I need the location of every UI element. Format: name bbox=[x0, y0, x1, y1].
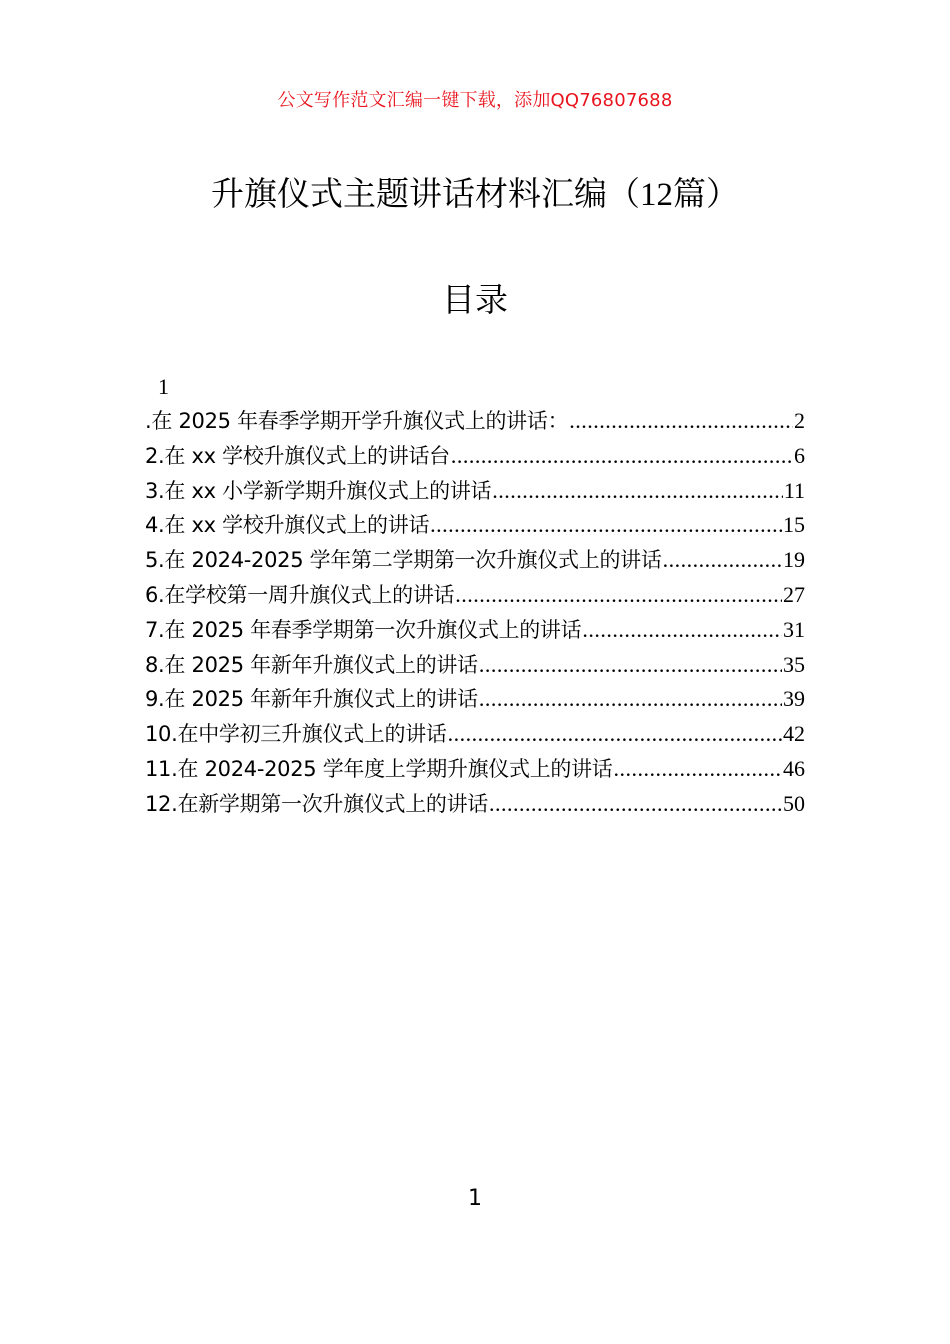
toc-entry-title: .在 2025 年春季学期开学升旗仪式上的讲话： bbox=[145, 409, 569, 433]
toc-entry-page: 42 bbox=[783, 721, 805, 747]
toc-entry-title: 9.在 2025 年新年升旗仪式上的讲话 bbox=[145, 687, 478, 712]
toc-entry-page: 11 bbox=[783, 477, 805, 503]
toc-entry[interactable] bbox=[145, 752, 805, 787]
toc-leader-dots bbox=[479, 682, 782, 717]
toc-leader-dots bbox=[430, 508, 782, 543]
toc-leader-dots bbox=[479, 648, 782, 683]
toc-entry[interactable] bbox=[145, 404, 805, 439]
toc-entry[interactable] bbox=[145, 578, 805, 613]
toc-leader-dots bbox=[489, 787, 782, 822]
toc-entry-title: 5.在 2024-2025 学年第二学期第一次升旗仪式上的讲话 bbox=[145, 548, 662, 573]
toc-entry[interactable] bbox=[145, 543, 805, 578]
toc-list bbox=[145, 404, 805, 822]
toc-entry-page: 46 bbox=[783, 755, 805, 781]
toc-entry-title: 10.在中学初三升旗仪式上的讲话 bbox=[145, 722, 447, 747]
toc-heading: 目录 bbox=[442, 280, 508, 319]
toc-entry-page: 50 bbox=[783, 790, 805, 816]
toc-entry[interactable] bbox=[145, 787, 805, 822]
toc-entry[interactable] bbox=[145, 613, 805, 648]
toc-entry-title: 4.在 xx 学校升旗仪式上的讲话 bbox=[145, 513, 430, 538]
download-ad-text: 公文写作范文汇编一键下载，添加QQ76807688 bbox=[277, 90, 673, 111]
toc-leader-dots bbox=[448, 717, 782, 752]
toc-entry[interactable] bbox=[145, 717, 805, 752]
toc-entry-page: 31 bbox=[783, 616, 805, 642]
title-count: 12 bbox=[640, 177, 673, 213]
toc-leader-dots bbox=[455, 578, 782, 613]
toc-entry-title: 2.在 xx 学校升旗仪式上的讲话台 bbox=[145, 443, 450, 468]
toc-entry[interactable] bbox=[145, 474, 805, 509]
toc-entry-title: 11.在 2024-2025 学年度上学期升旗仪式上的讲话 bbox=[145, 756, 613, 781]
title-suffix: 篇） bbox=[673, 174, 739, 213]
toc-entry-title: 7.在 2025 年春季学期第一次升旗仪式上的讲话 bbox=[145, 617, 582, 642]
toc-entry-title: 8.在 2025 年新年升旗仪式上的讲话 bbox=[145, 652, 478, 677]
toc-leader-dots bbox=[569, 404, 793, 439]
toc-entry[interactable] bbox=[145, 648, 805, 683]
toc-entry-title: 6.在学校第一周升旗仪式上的讲话 bbox=[145, 582, 455, 607]
toc-leader-dots bbox=[614, 752, 782, 787]
toc-entry[interactable] bbox=[145, 439, 805, 474]
toc-leader-dots bbox=[663, 543, 782, 578]
toc-entry-page: 19 bbox=[783, 547, 805, 573]
toc-leader-dots bbox=[492, 474, 783, 509]
toc-leader-dots bbox=[451, 439, 793, 474]
title-prefix: 升旗仪式主题讲话材料汇编（ bbox=[211, 174, 640, 213]
toc-entry-page: 35 bbox=[783, 651, 805, 677]
toc-entry[interactable] bbox=[145, 682, 805, 717]
toc-entry-page: 2 bbox=[794, 408, 805, 433]
toc-entry-page: 39 bbox=[783, 686, 805, 712]
toc-entry-title: 3.在 xx 小学新学期升旗仪式上的讲话 bbox=[145, 478, 492, 503]
toc-entry[interactable] bbox=[145, 508, 805, 543]
toc-entry-page: 6 bbox=[794, 442, 805, 468]
toc-entry-page: 15 bbox=[783, 512, 805, 538]
toc-leader-dots bbox=[582, 613, 782, 648]
page-number: 1 bbox=[468, 1186, 482, 1211]
toc-first-number: 1 bbox=[158, 374, 169, 399]
toc-entry-title: 12.在新学期第一次升旗仪式上的讲话 bbox=[145, 791, 488, 816]
toc-entry-page: 27 bbox=[783, 581, 805, 607]
document-title bbox=[0, 172, 950, 217]
